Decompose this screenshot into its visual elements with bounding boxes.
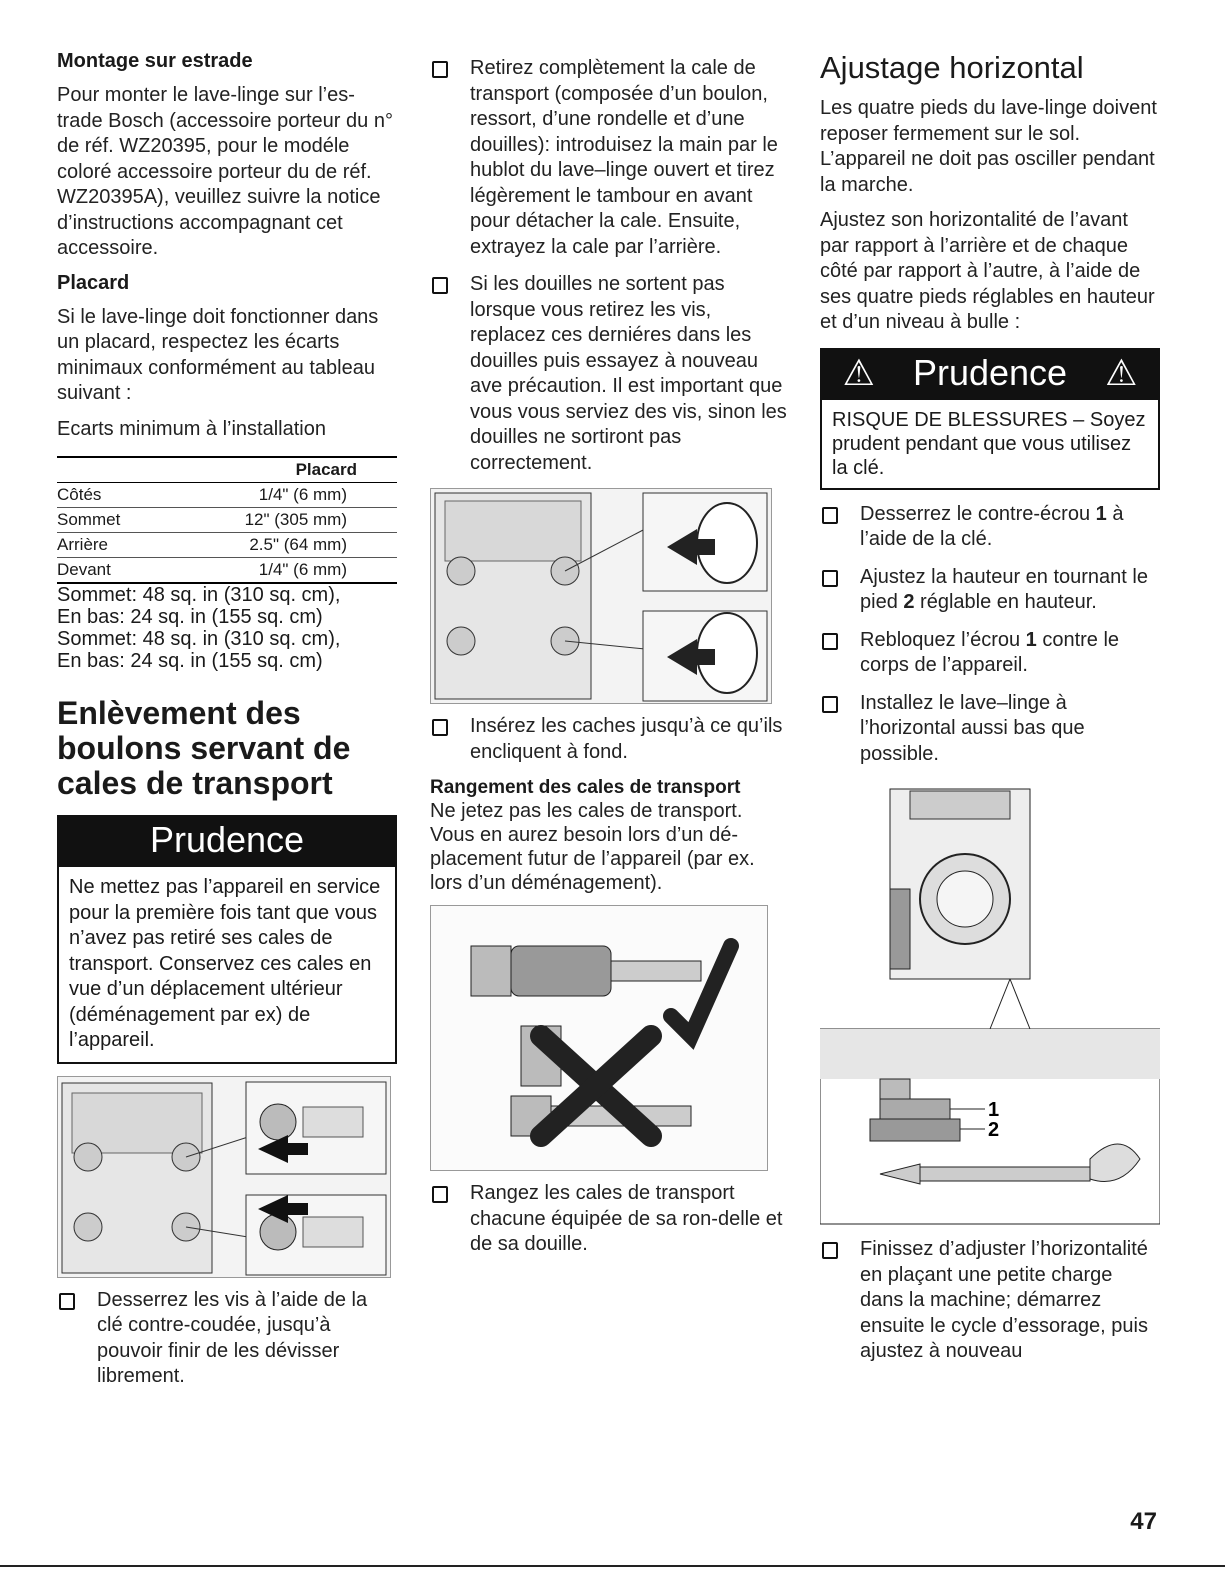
note-line: Sommet: 48 sq. in (310 sq. cm), (57, 628, 341, 650)
montage-text: Pour monter le lave-linge sur l’es-trade Bosch (accessoire porteur du n° de réf. WZ20395, pour le modéle coloré accessoire porteur du de réf. WZ20395A), veuillez suivre la notice d’instructions accompagnant cet accessoire. (57, 84, 393, 259)
checkbox-icon (432, 61, 448, 78)
section-heading: Ajustage horizontal (820, 50, 1084, 85)
table-row (57, 483, 397, 508)
note-line: En bas: 24 sq. in (155 sq. cm) (57, 606, 323, 628)
warning-icon: ⚠ (842, 351, 875, 393)
store-blocks-illustration (431, 906, 767, 1170)
row-value: 1/4" (6 mm) (157, 483, 397, 508)
step-install-low (820, 691, 1160, 768)
step-text: contre le corps de l’appareil. (860, 628, 1120, 676)
step-adjust-height (820, 565, 1160, 616)
step-text: à l’aide de la clé. (860, 502, 1124, 550)
placard-text: Si le lave-linge doit fonctionner dans un placard, respectez les écarts minimaux conformément au tableau suivant : (57, 305, 379, 404)
row-value: 12" (305 mm) (157, 508, 397, 533)
figure-store-blocks (430, 905, 768, 1171)
step-remove-block (430, 56, 790, 260)
checkbox-icon (59, 1293, 75, 1310)
column-left (57, 50, 397, 1402)
column-right (820, 50, 1160, 1377)
caution-box (57, 815, 397, 1064)
caution-text: Ne mettez pas l’appareil en service pour la première fois tant que vous n’avez pas retiré ses cales de transport. Conservez ces cales en vue d’un déplacement ultérieur (déménagement par ex) de l’appareil. (69, 876, 381, 1051)
label-2: 2 (988, 1119, 1000, 1141)
step-text: Rebloquez l’écrou (860, 628, 1026, 651)
step-text: Rangez les cales de transport chacune équipée de sa ron-delle et de sa douille. (470, 1182, 783, 1255)
row-label: Côtés (57, 483, 157, 508)
step-sockets (430, 272, 790, 476)
step-text: Ajustez la hauteur en tournant le pied (860, 565, 1148, 613)
step-text: Retirez complètement la cale de transport (composée d’un boulon, ressort, d’une rondelle et d’une douilles): introduisez la main par le hublot du lave–linge ouvert et tirez légèrement le tambour en avant pour détacher la cale. Ensuite, extrayez la cale par l’arrière. (470, 57, 778, 258)
warning-icon: ⚠ (1105, 351, 1138, 393)
rangement-text: Ne jetez pas les cales de transport. Vous en aurez besoin lors d’un dé-placement futur de l’appareil (par ex. lors d’un déménagement). (430, 800, 755, 894)
step-text: Desserrez le contre-écrou (860, 502, 1096, 525)
clearance-table (57, 456, 397, 584)
caution-box (820, 348, 1160, 490)
table-row (57, 558, 397, 584)
caution-title: Prudence (912, 351, 1068, 393)
step-relock-nut (820, 628, 1160, 679)
step-loosen-nut (820, 502, 1160, 553)
placard-title: Placard (57, 271, 130, 294)
montage-title: Montage sur estrade (57, 50, 253, 72)
step-text: réglable en hauteur. (914, 591, 1097, 613)
table-row (57, 508, 397, 533)
row-label: Arrière (57, 533, 157, 558)
step-text: Insérez les caches jusqu’à ce qu’ils encliquent à fond. (470, 715, 783, 763)
table-header: Placard (57, 457, 397, 483)
part-number: 1 (1095, 502, 1107, 525)
note-line: En bas: 24 sq. in (155 sq. cm) (57, 650, 323, 672)
step-insert-caps (430, 714, 790, 765)
checkbox-icon (822, 570, 838, 587)
checkbox-icon (822, 507, 838, 524)
page-number: 47 (1130, 1508, 1157, 1535)
instruction-text: Ajustez son horizontalité de l’avant par rapport à l’arrière et de chaque côté par rapport à l’autre, à l’aide de ses quatre pieds réglables en hauteur et d’un niveau à bulle : (820, 209, 1155, 333)
row-value: 1/4" (6 mm) (157, 558, 397, 584)
insert-caps-illustration (431, 489, 771, 703)
caution-header (822, 350, 1158, 400)
checkbox-icon (432, 719, 448, 736)
part-number: 1 (1025, 628, 1037, 651)
checkbox-icon (822, 633, 838, 650)
caution-text: RISQUE DE BLESSURES – Soyez prudent pendant que vous utilisez la clé. (832, 408, 1146, 479)
note-line: Sommet: 48 sq. in (310 sq. cm), (57, 584, 341, 606)
step-text: Finissez d’adjuster l’horizontalité en plaçant une petite charge dans la machine; démarrez ensuite le cycle d’essorage, puis ajustez à nouveau (860, 1238, 1148, 1362)
back-panel-illustration (58, 1077, 390, 1277)
checkbox-icon (822, 696, 838, 713)
step-finish-leveling (820, 1237, 1160, 1365)
step-text: Desserrez les vis à l’aide de la clé contre-coudée, jusqu’à pouvoir finir de les dévisser librement. (97, 1288, 368, 1387)
step-store-blocks (430, 1181, 790, 1258)
table-row (57, 533, 397, 558)
bottom-rule (0, 1565, 1225, 1567)
intro-text: Les quatre pieds du lave-linge doivent reposer fermement sur le sol. L’appareil ne doit pas osciller pendant la marche. (820, 97, 1157, 196)
figure-back-panel-bolts (57, 1076, 391, 1278)
row-label: Devant (57, 558, 157, 584)
step-text: Installez le lave–linge à l’horizontal aussi bas que possible. (860, 691, 1085, 765)
row-label: Sommet (57, 508, 157, 533)
figure-leveling (820, 779, 1160, 1229)
figure-insert-caps (430, 488, 772, 704)
ecarts-label: Ecarts minimum à l’installation (57, 417, 326, 440)
checkbox-icon (432, 1186, 448, 1203)
section-heading: Enlèvement des boulons servant de cales de transport (57, 695, 351, 801)
label-1: 1 (988, 1099, 1000, 1121)
column-middle (430, 56, 790, 1270)
checkbox-icon (432, 277, 448, 294)
step-loosen-screws (57, 1288, 397, 1390)
rangement-title: Rangement des cales de transport (430, 777, 741, 798)
part-number: 2 (903, 591, 915, 613)
caution-title: Prudence (59, 817, 395, 867)
row-value: 2.5" (64 mm) (157, 533, 397, 558)
leveling-illustration (820, 779, 1160, 1229)
checkbox-icon (822, 1242, 838, 1259)
step-text: Si les douilles ne sortent pas lorsque vous retirez les vis, replacez ces derniéres dans les douilles puis essayez à nouveau ave précaution. Il est important que vous vous serviez des vis, sinon les douilles ne sortiront pas correctement. (470, 273, 787, 474)
